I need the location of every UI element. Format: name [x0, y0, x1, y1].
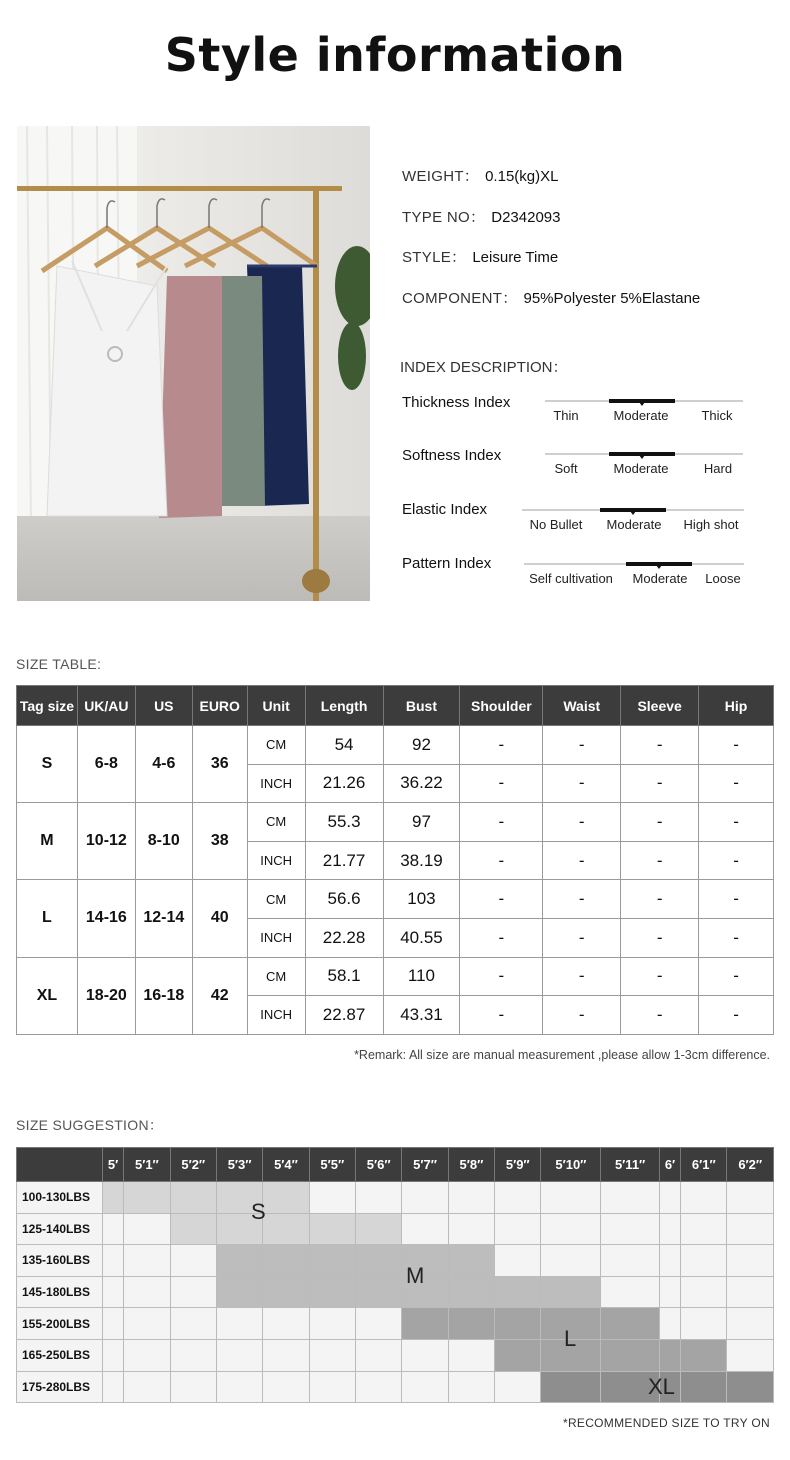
- info-label: COMPONENT：: [402, 290, 518, 307]
- suggestion-cell-empty: [170, 1308, 216, 1340]
- suggestion-cell-s: [103, 1182, 124, 1214]
- scale-option: Self cultivation: [529, 571, 613, 586]
- height-header: 6′: [659, 1148, 680, 1182]
- suggestion-cell-empty: [103, 1213, 124, 1245]
- index-description-heading: INDEX DESCRIPTION：: [400, 359, 568, 376]
- shoulder-cell: -: [460, 764, 543, 803]
- scale-option: Thin: [553, 408, 579, 423]
- weight-range-label: 145-180LBS: [17, 1276, 103, 1308]
- suggestion-cell-l: [495, 1339, 541, 1371]
- suggestion-cell-empty: [659, 1245, 680, 1277]
- suggestion-cell-empty: [103, 1371, 124, 1403]
- thickness-index-label: Thickness Index: [402, 394, 511, 411]
- suggestion-cell-empty: [170, 1276, 216, 1308]
- tag-size-cell: L: [17, 880, 78, 957]
- suggestion-cell-empty: [263, 1308, 309, 1340]
- suggestion-cell-empty: [216, 1339, 262, 1371]
- waist-cell: -: [543, 764, 621, 803]
- sleeve-cell: -: [621, 880, 699, 919]
- column-header: Unit: [247, 686, 305, 726]
- zone-label-m: M: [406, 1263, 425, 1288]
- suggestion-cell-xl: [727, 1371, 774, 1403]
- column-header: Shoulder: [460, 686, 543, 726]
- weight-range-label: 165-250LBS: [17, 1339, 103, 1371]
- us-size-cell: 8-10: [135, 803, 192, 880]
- unit-cell: CM: [247, 726, 305, 765]
- suggestion-cell-l: [601, 1308, 660, 1340]
- suggestion-cell-m: [216, 1245, 262, 1277]
- height-header: 5′3″: [216, 1148, 262, 1182]
- suggestion-cell-empty: [727, 1182, 774, 1214]
- suggestion-cell-empty: [263, 1339, 309, 1371]
- suggestion-cell-s: [263, 1182, 309, 1214]
- shoulder-cell: -: [460, 918, 543, 957]
- weight-range-label: 135-160LBS: [17, 1245, 103, 1277]
- suggestion-cell-empty: [601, 1276, 660, 1308]
- suggestion-cell-empty: [124, 1245, 170, 1277]
- suggestion-cell-empty: [103, 1245, 124, 1277]
- column-header: Hip: [699, 686, 774, 726]
- suggestion-cell-m: [541, 1276, 601, 1308]
- shoulder-cell: -: [460, 726, 543, 765]
- suggestion-cell-empty: [681, 1276, 727, 1308]
- height-header: 6′2″: [727, 1148, 774, 1182]
- suggestion-cell-empty: [170, 1371, 216, 1403]
- scale-pointer-icon: [630, 511, 636, 515]
- bust-cell: 92: [383, 726, 460, 765]
- corner-header: [17, 1148, 103, 1182]
- suggestion-cell-empty: [402, 1213, 448, 1245]
- suggestion-cell-l: [601, 1339, 660, 1371]
- tag-size-cell: XL: [17, 957, 78, 1034]
- suggestion-cell-empty: [448, 1213, 494, 1245]
- height-header: 5′5″: [309, 1148, 355, 1182]
- scale-option: Moderate: [613, 408, 669, 423]
- waist-cell: -: [543, 880, 621, 919]
- suggestion-cell-s: [124, 1182, 170, 1214]
- recommend-note: *RECOMMENDED SIZE TO TRY ON: [562, 1416, 770, 1430]
- suggestion-row: [17, 1339, 774, 1371]
- waist-cell: -: [543, 957, 621, 996]
- suggestion-cell-empty: [659, 1182, 680, 1214]
- info-value: 0.15(kg)XL: [485, 168, 559, 185]
- suggestion-row: [17, 1213, 774, 1245]
- suggestion-cell-empty: [601, 1213, 660, 1245]
- shoulder-cell: -: [460, 841, 543, 880]
- height-header: 5′4″: [263, 1148, 309, 1182]
- product-photo-illustration: [17, 126, 370, 601]
- hip-cell: -: [699, 880, 774, 919]
- euro-size-cell: 38: [192, 803, 247, 880]
- height-header: 5′7″: [402, 1148, 448, 1182]
- info-value: D2342093: [491, 209, 561, 226]
- shoulder-cell: -: [460, 880, 543, 919]
- suggestion-cell-l: [681, 1339, 727, 1371]
- suggestion-cell-empty: [263, 1371, 309, 1403]
- shoulder-cell: -: [460, 996, 543, 1035]
- table-row: [17, 957, 774, 996]
- scale-pointer-icon: [656, 565, 662, 569]
- suggestion-cell-empty: [448, 1371, 494, 1403]
- size-table-label: SIZE TABLE:: [16, 656, 102, 672]
- sleeve-cell: -: [621, 841, 699, 880]
- waist-cell: -: [543, 918, 621, 957]
- table-row: [17, 803, 774, 842]
- scale-option: Moderate: [606, 517, 662, 532]
- weight-range-label: 100-130LBS: [17, 1182, 103, 1214]
- suggestion-cell-s: [170, 1213, 216, 1245]
- suggestion-cell-s: [170, 1182, 216, 1214]
- suggestion-cell-s: [309, 1213, 355, 1245]
- zone-label-xl: XL: [648, 1374, 675, 1399]
- table-row: [17, 880, 774, 919]
- unit-cell: INCH: [247, 841, 305, 880]
- suggestion-row: [17, 1276, 774, 1308]
- suggestion-cell-m: [356, 1245, 402, 1277]
- info-label: WEIGHT：: [402, 168, 480, 185]
- suggestion-cell-empty: [124, 1213, 170, 1245]
- suggestion-cell-m: [263, 1276, 309, 1308]
- height-header: 5′: [103, 1148, 124, 1182]
- suggestion-cell-empty: [727, 1276, 774, 1308]
- us-size-cell: 4-6: [135, 726, 192, 803]
- suggestion-cell-empty: [448, 1339, 494, 1371]
- waist-cell: -: [543, 841, 621, 880]
- suggestion-cell-s: [263, 1213, 309, 1245]
- suggestion-cell-empty: [659, 1308, 680, 1340]
- info-type-no: [402, 206, 560, 227]
- height-header: 5′2″: [170, 1148, 216, 1182]
- suggestion-cell-empty: [124, 1371, 170, 1403]
- suggestion-cell-l: [495, 1308, 541, 1340]
- suggestion-row: [17, 1245, 774, 1277]
- sleeve-cell: -: [621, 803, 699, 842]
- suggestion-cell-empty: [103, 1339, 124, 1371]
- bust-cell: 38.19: [383, 841, 460, 880]
- suggestion-cell-empty: [541, 1245, 601, 1277]
- uk-size-cell: 10-12: [77, 803, 135, 880]
- suggestion-cell-empty: [659, 1213, 680, 1245]
- suggestion-cell-empty: [103, 1276, 124, 1308]
- length-cell: 21.26: [305, 764, 383, 803]
- column-header: UK/AU: [77, 686, 135, 726]
- suggestion-cell-empty: [170, 1339, 216, 1371]
- weight-range-label: 125-140LBS: [17, 1213, 103, 1245]
- suggestion-cell-empty: [309, 1308, 355, 1340]
- suggestion-cell-empty: [681, 1308, 727, 1340]
- uk-size-cell: 14-16: [77, 880, 135, 957]
- suggestion-cell-empty: [402, 1182, 448, 1214]
- suggestion-cell-empty: [541, 1182, 601, 1214]
- euro-size-cell: 40: [192, 880, 247, 957]
- height-header: 6′1″: [681, 1148, 727, 1182]
- suggestion-cell-empty: [216, 1371, 262, 1403]
- size-table: [16, 685, 774, 1035]
- suggestion-cell-empty: [495, 1245, 541, 1277]
- suggestion-cell-empty: [727, 1339, 774, 1371]
- suggestion-cell-empty: [495, 1182, 541, 1214]
- info-label: TYPE NO：: [402, 209, 486, 226]
- scale-pointer-icon: [639, 402, 645, 406]
- hip-cell: -: [699, 803, 774, 842]
- suggestion-cell-empty: [124, 1276, 170, 1308]
- sleeve-cell: -: [621, 996, 699, 1035]
- scale-option: Moderate: [613, 461, 669, 476]
- suggestion-cell-empty: [356, 1371, 402, 1403]
- column-header: EURO: [192, 686, 247, 726]
- unit-cell: INCH: [247, 996, 305, 1035]
- elastic-index-label: Elastic Index: [402, 501, 488, 518]
- suggestion-cell-empty: [309, 1371, 355, 1403]
- us-size-cell: 12-14: [135, 880, 192, 957]
- euro-size-cell: 36: [192, 726, 247, 803]
- height-header: 5′10″: [541, 1148, 601, 1182]
- hip-cell: -: [699, 841, 774, 880]
- hip-cell: -: [699, 957, 774, 996]
- bust-cell: 97: [383, 803, 460, 842]
- suggestion-cell-empty: [356, 1308, 402, 1340]
- pattern-index-label: Pattern Index: [402, 555, 492, 572]
- zone-label-s: S: [251, 1199, 266, 1224]
- tag-size-cell: M: [17, 803, 78, 880]
- suggestion-cell-empty: [727, 1245, 774, 1277]
- suggestion-cell-empty: [681, 1182, 727, 1214]
- scale-option: Thick: [701, 408, 733, 423]
- height-header: 5′1″: [124, 1148, 170, 1182]
- suggestion-cell-m: [309, 1276, 355, 1308]
- size-suggestion-table: [16, 1147, 774, 1403]
- unit-cell: INCH: [247, 918, 305, 957]
- suggestion-cell-empty: [681, 1245, 727, 1277]
- pattern-index-scale: [524, 563, 744, 586]
- suggestion-cell-l: [448, 1308, 494, 1340]
- scale-option: Loose: [705, 571, 741, 586]
- bust-cell: 36.22: [383, 764, 460, 803]
- length-cell: 54: [305, 726, 383, 765]
- bust-cell: 110: [383, 957, 460, 996]
- sleeve-cell: -: [621, 918, 699, 957]
- us-size-cell: 16-18: [135, 957, 192, 1034]
- suggestion-cell-empty: [170, 1245, 216, 1277]
- suggestion-cell-empty: [402, 1371, 448, 1403]
- scale-option: Hard: [703, 461, 733, 476]
- suggestion-cell-empty: [659, 1276, 680, 1308]
- size-suggestion-label: SIZE SUGGESTION：: [16, 1117, 164, 1133]
- length-cell: 22.87: [305, 996, 383, 1035]
- hip-cell: -: [699, 918, 774, 957]
- tag-size-cell: S: [17, 726, 78, 803]
- measurement-remark: *Remark: All size are manual measurement ,please allow 1-3cm difference.: [354, 1048, 770, 1062]
- sleeve-cell: -: [621, 726, 699, 765]
- suggestion-cell-empty: [601, 1245, 660, 1277]
- elastic-index-scale: [522, 509, 744, 532]
- unit-cell: CM: [247, 803, 305, 842]
- suggestion-cell-empty: [495, 1213, 541, 1245]
- length-cell: 55.3: [305, 803, 383, 842]
- suggestion-cell-empty: [309, 1339, 355, 1371]
- size-table-header-row: [17, 686, 774, 726]
- column-header: US: [135, 686, 192, 726]
- column-header: Bust: [383, 686, 460, 726]
- suggestion-cell-empty: [124, 1308, 170, 1340]
- suggestion-cell-empty: [124, 1339, 170, 1371]
- column-header: Sleeve: [621, 686, 699, 726]
- weight-range-label: 155-200LBS: [17, 1308, 103, 1340]
- suggestion-cell-empty: [601, 1182, 660, 1214]
- unit-cell: CM: [247, 957, 305, 996]
- scale-pointer-icon: [639, 455, 645, 459]
- bust-cell: 103: [383, 880, 460, 919]
- thickness-index-scale: [545, 400, 743, 423]
- length-cell: 22.28: [305, 918, 383, 957]
- height-header: 5′6″: [356, 1148, 402, 1182]
- suggestion-cell-empty: [103, 1308, 124, 1340]
- unit-cell: CM: [247, 880, 305, 919]
- suggestion-cell-empty: [216, 1308, 262, 1340]
- length-cell: 56.6: [305, 880, 383, 919]
- suggestion-cell-empty: [309, 1182, 355, 1214]
- waist-cell: -: [543, 996, 621, 1035]
- suggestion-row: [17, 1308, 774, 1340]
- bust-cell: 40.55: [383, 918, 460, 957]
- waist-cell: -: [543, 803, 621, 842]
- suggestion-cell-l: [659, 1339, 680, 1371]
- scale-option: No Bullet: [529, 517, 583, 532]
- scale-option: Moderate: [632, 571, 688, 586]
- height-header: 5′9″: [495, 1148, 541, 1182]
- hip-cell: -: [699, 764, 774, 803]
- uk-size-cell: 18-20: [77, 957, 135, 1034]
- length-cell: 58.1: [305, 957, 383, 996]
- info-value: Leisure Time: [472, 249, 559, 266]
- suggestion-cell-l: [402, 1308, 448, 1340]
- suggestion-cell-empty: [356, 1182, 402, 1214]
- hip-cell: -: [699, 726, 774, 765]
- uk-size-cell: 6-8: [77, 726, 135, 803]
- suggestion-cell-m: [216, 1276, 262, 1308]
- suggestion-cell-m: [448, 1245, 494, 1277]
- info-weight: [402, 165, 558, 186]
- suggestion-cell-empty: [727, 1308, 774, 1340]
- shoulder-cell: -: [460, 803, 543, 842]
- info-value: 95%Polyester 5%Elastane: [523, 290, 701, 307]
- column-header: Tag size: [17, 686, 78, 726]
- suggestion-cell-m: [448, 1276, 494, 1308]
- suggestion-cell-empty: [495, 1371, 541, 1403]
- page-title: Style information: [164, 28, 626, 82]
- waist-cell: -: [543, 726, 621, 765]
- table-row: [17, 726, 774, 765]
- info-label: STYLE：: [402, 249, 467, 266]
- height-header: 5′8″: [448, 1148, 494, 1182]
- suggestion-cell-empty: [681, 1213, 727, 1245]
- weight-range-label: 175-280LBS: [17, 1371, 103, 1403]
- suggestion-cell-s: [356, 1213, 402, 1245]
- info-component: [402, 287, 700, 308]
- sleeve-cell: -: [621, 957, 699, 996]
- suggestion-cell-m: [309, 1245, 355, 1277]
- zone-label-l: L: [564, 1326, 577, 1351]
- suggestion-cell-m: [263, 1245, 309, 1277]
- suggestion-row: [17, 1182, 774, 1214]
- suggestion-cell-empty: [402, 1339, 448, 1371]
- softness-index-scale: [545, 453, 743, 476]
- suggestion-cell-m: [356, 1276, 402, 1308]
- scale-option: High shot: [683, 517, 739, 532]
- info-style: [402, 246, 558, 267]
- bust-cell: 43.31: [383, 996, 460, 1035]
- height-header: 5′11″: [601, 1148, 660, 1182]
- shoulder-cell: -: [460, 957, 543, 996]
- hip-cell: -: [699, 996, 774, 1035]
- unit-cell: INCH: [247, 764, 305, 803]
- suggestion-cell-m: [495, 1276, 541, 1308]
- euro-size-cell: 42: [192, 957, 247, 1034]
- suggestion-cell-empty: [727, 1213, 774, 1245]
- suggestion-cell-empty: [448, 1182, 494, 1214]
- suggestion-cell-empty: [356, 1339, 402, 1371]
- softness-index-label: Softness Index: [402, 447, 502, 464]
- product-photo: [17, 126, 370, 601]
- column-header: Waist: [543, 686, 621, 726]
- suggestion-cell-empty: [541, 1213, 601, 1245]
- suggestion-header-row: [17, 1148, 774, 1182]
- suggestion-cell-xl: [681, 1371, 727, 1403]
- suggestion-cell-xl: [541, 1371, 601, 1403]
- scale-option: Soft: [554, 461, 578, 476]
- length-cell: 21.77: [305, 841, 383, 880]
- column-header: Length: [305, 686, 383, 726]
- sleeve-cell: -: [621, 764, 699, 803]
